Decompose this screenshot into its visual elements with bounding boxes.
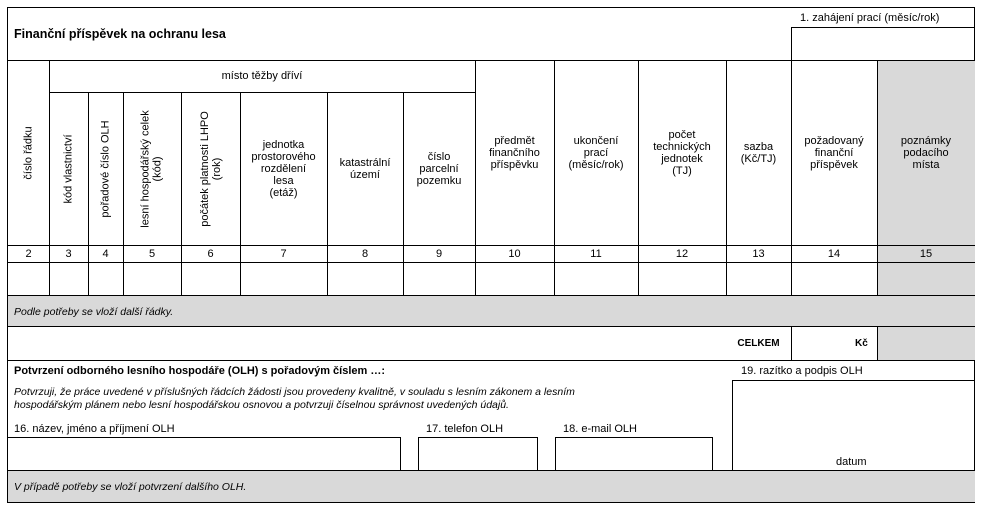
col-num-5: 5 [148,247,156,260]
start-date-field[interactable] [791,27,975,61]
col-4-header [88,92,123,245]
col-num-3: 3 [65,247,72,260]
name-field[interactable] [8,437,401,471]
col-10-header [475,60,554,245]
col-num-11: 11 [590,247,602,260]
col-num-13: 13 [752,247,765,260]
col-num-8: 8 [361,247,369,260]
col-14-line-3: příspěvek [810,158,858,171]
col-5-line-1: lesní hospodářský celek [140,109,152,228]
col-5-header [123,92,181,245]
col-6-line-1: počátek platnosti LHPO [198,110,211,227]
col-9-line-2: parcelní [419,162,459,175]
col-5-label [140,110,164,227]
confirmation-text-line-2: hospodářským plánem nebo lesní hospodářskou osnovou a potvrzuji číselnou správnost uvedených údajů. [14,399,509,411]
col-num-4: 4 [102,247,109,260]
col-12-line-4: (TJ) [672,164,692,177]
col-2-header [8,60,49,245]
col-10-line-1: předmět [494,134,535,147]
col-9-header [403,92,475,245]
col-13-header [726,60,791,245]
group-header: místo těžby dříví [221,70,303,82]
confirmation-heading: Potvrzení odborného lesního hospodáře (OLH) s pořadovým číslem …: [14,365,385,377]
phone-label: 17. telefon OLH [426,423,504,435]
col-2-label: číslo řádku [22,125,35,180]
col-15-line-2: podacího [903,146,949,159]
phone-field[interactable] [418,437,538,471]
start-date-label: 1. zahájení prací (měsíc/rok) [800,12,940,24]
col-11-line-2: prací [583,146,609,159]
col-num-14: 14 [827,247,841,260]
col-12-line-1: počet [668,128,696,141]
col-7-line-2: prostorového [251,150,316,163]
col-num-10: 10 [508,247,521,260]
col-3-header [49,92,88,245]
confirmation-text-line-1: Potvrzuji, že práce uvedené v příslušných řádcích žádosti jsou provedeny kvalitně, v souladu s lesním zákonem a lesním [14,386,575,398]
col-12-line-3: jednotek [661,152,703,165]
total-currency: Kč [855,338,868,349]
col-11-line-1: ukončení [573,134,619,147]
col-num-15: 15 [919,247,933,260]
col-7-line-3: rozdělení [260,162,307,175]
col-8-header [327,92,403,245]
col-15-line-3: místa [912,158,940,171]
date-label: datum [836,456,867,468]
total-label: CELKEM [737,337,780,349]
total-bottom-line [8,360,975,361]
col-7-line-4: lesa [273,174,294,187]
row-bottom-line [8,295,975,296]
col-6-label [199,111,223,227]
name-label: 16. název, jméno a příjmení OLH [14,423,175,435]
col-14-line-1: požadovaný [804,134,864,147]
col-13-line-2: (Kč/TJ) [740,152,777,165]
col-6-header [181,92,240,245]
col-num-2: 2 [25,247,32,260]
col-13-line-1: sazba [743,140,774,153]
col-14-header [791,60,877,245]
col-8-line-2: území [350,168,380,181]
col-num-12: 12 [675,247,689,260]
col-7-line-5: (etáž) [269,186,298,199]
total-vline-2 [877,327,878,360]
col-12-header [638,60,726,245]
col-8-line-1: katastrální [339,156,391,169]
more-olh-note: V případě potřeby se vloží potvrzení dalšího OLH. [14,481,247,493]
col-15-header [877,60,975,245]
col-num-6: 6 [207,247,214,260]
col-15-line-1: poznámky [900,134,952,147]
col-num-7: 7 [280,247,287,260]
col-5-line-2: (kód) [152,155,164,182]
stamp-label: 19. razítko a podpis OLH [741,365,863,377]
total-notes-bg [877,327,975,361]
col-10-line-3: příspěvku [490,158,539,171]
more-rows-note: Podle potřeby se vloží další řádky. [14,306,174,318]
col-12-line-2: technických [653,140,711,153]
col-10-line-2: finančního [489,146,540,159]
col-7-line-1: jednotka [262,138,305,151]
data-row[interactable] [8,262,877,295]
form-title: Finanční příspěvek na ochranu lesa [14,27,226,41]
email-field[interactable] [555,437,713,471]
col-4-label: pořadové číslo OLH [99,119,112,218]
col-9-line-3: pozemku [416,174,462,187]
email-label: 18. e-mail OLH [563,423,637,435]
col-num-9: 9 [435,247,443,260]
col-6-line-2: (rok) [210,157,223,180]
col-11-line-3: (měsíc/rok) [568,158,624,171]
col-3-label: kód vlastnictví [62,133,75,204]
col-9-line-1: číslo [427,150,451,163]
col-14-line-2: finanční [814,146,854,159]
col-11-header [554,60,638,245]
col-7-header [240,92,327,245]
total-value-field[interactable] [792,327,852,360]
